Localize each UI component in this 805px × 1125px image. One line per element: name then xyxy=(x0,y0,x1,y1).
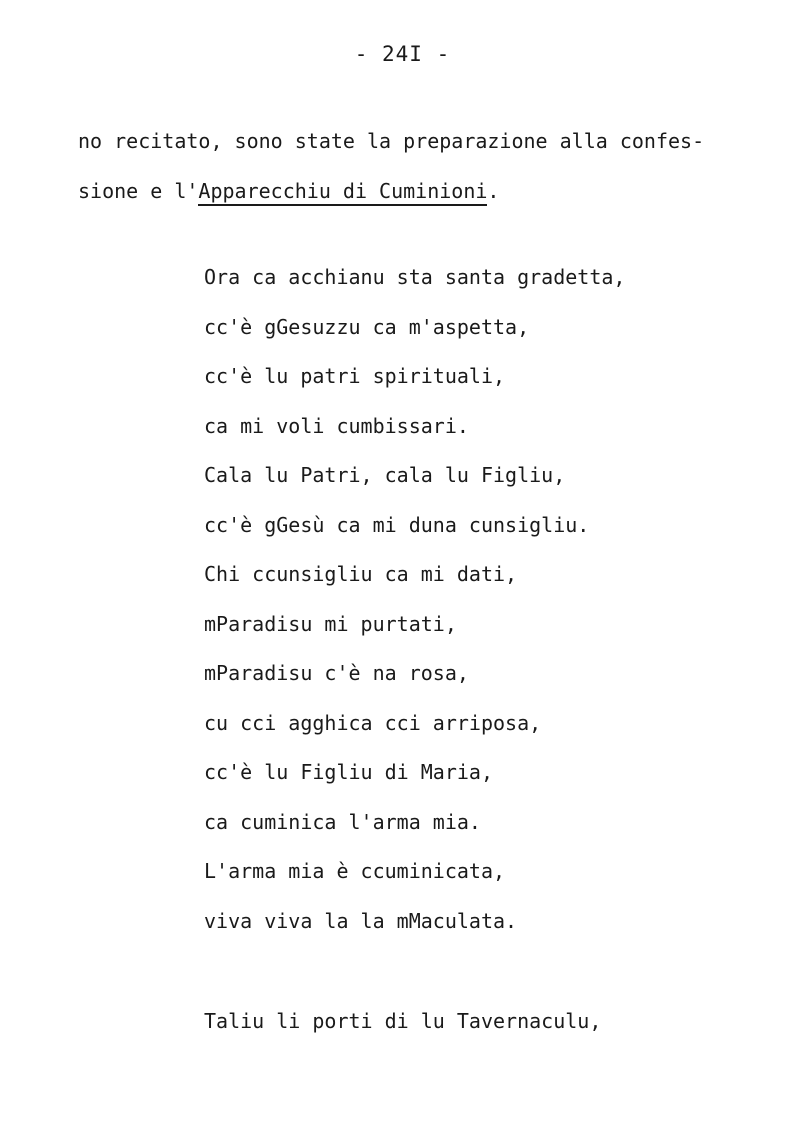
verse-line: viva viva la la mMaculata. xyxy=(204,908,518,933)
verse-line: Cala lu Patri, cala lu Figliu, xyxy=(204,463,566,487)
prose-line-2 xyxy=(78,166,758,216)
verse-block xyxy=(204,262,625,955)
verse-line: cc'è gGesù ca mi duna cunsigliu. xyxy=(204,512,590,537)
prose-line-2-start: sione e l' xyxy=(78,179,199,203)
verse-line: cc'è gGesuzzu ca m'aspetta, xyxy=(204,314,530,339)
verse-line: cc'è lu patri spirituali, xyxy=(204,364,506,388)
verse-line: ca mi voli cumbissari. xyxy=(204,413,469,438)
prose-line-1: no recitato, sono state la preparazione alla confes- xyxy=(78,129,705,153)
prose-line-2-end: . xyxy=(487,179,500,203)
verse-line: cc'è lu Figliu di Maria, xyxy=(204,760,493,784)
underlined-title: Apparecchiu di Cuminioni xyxy=(198,179,487,206)
verse-line: Chi ccunsigliu ca mi dati, xyxy=(204,562,518,586)
page-number: - 24I - xyxy=(354,42,451,66)
verse-line: Ora ca acchianu sta santa gradetta, xyxy=(204,265,626,289)
verse-line: mParadisu c'è na rosa, xyxy=(204,661,469,685)
verse-line: cu cci agghica cci arriposa, xyxy=(204,710,542,735)
verse-line: mParadisu mi purtati, xyxy=(204,611,457,636)
closing-verse-line: Taliu li porti di lu Tavernaculu, xyxy=(204,1009,602,1033)
verse-line: ca cuminica l'arma mia. xyxy=(204,809,481,834)
verse-line: L'arma mia è ccuminicata, xyxy=(204,859,506,883)
prose-paragraph xyxy=(78,116,758,216)
